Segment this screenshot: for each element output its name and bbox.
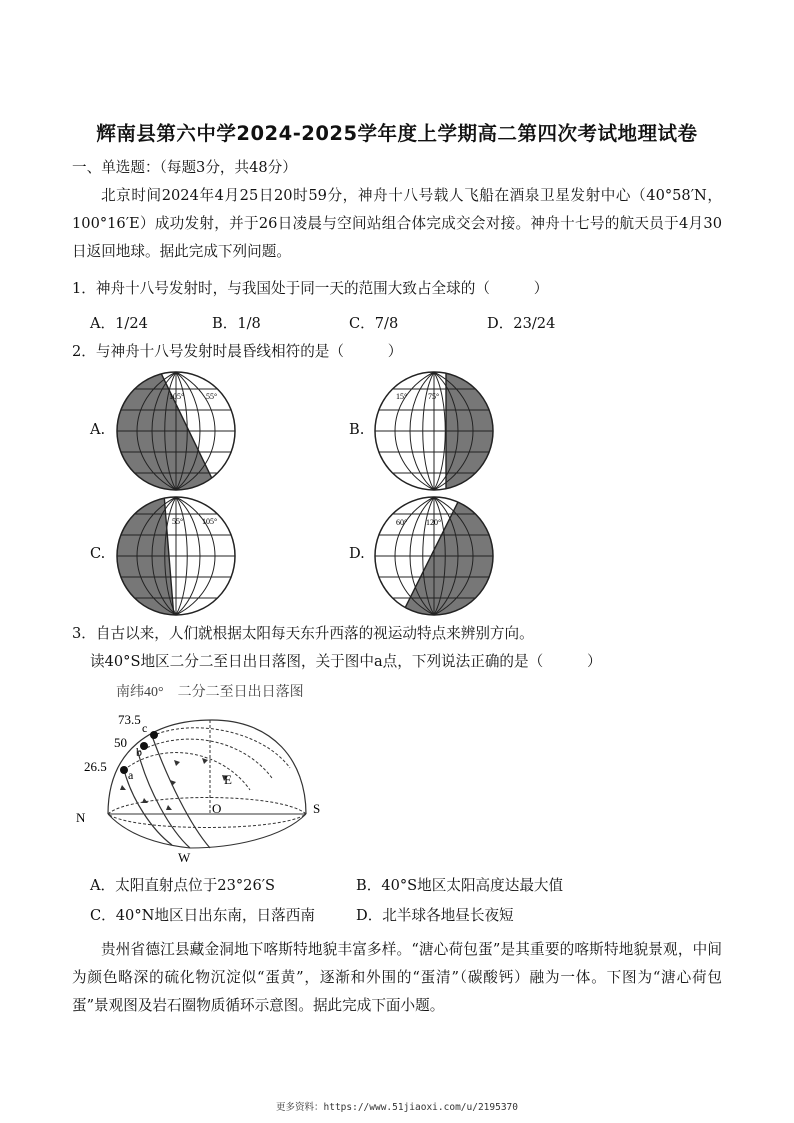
label-b: b xyxy=(136,745,142,759)
globe-d-label-1: 60° xyxy=(396,518,408,527)
diagram-title: 南纬40° 二分二至日出日落图 xyxy=(116,685,304,700)
intro-passage: 北京时间2024年4月25日20时59分，神舟十八号载人飞船在酒泉卫星发射中心（40°58′N，100°16′E）成功发射，并于26日凌晨与空间站组合体完成交会对接。神舟十七号的航天员于4月30日返回地球。据此完成下列问题。 xyxy=(72,187,722,260)
q2-option-b-label[interactable]: B. xyxy=(349,421,365,438)
question-1-stem: 1．神舟十八号发射时，与我国处于同一天的范围大致占全球的（ ） xyxy=(72,280,549,297)
q2-option-d-label[interactable]: D. xyxy=(349,545,365,562)
sun-path-diagram xyxy=(72,680,342,865)
page-title: 辉南县第六中学2024-2025学年度上学期高二第四次考试地理试卷 xyxy=(96,122,698,145)
label-west: W xyxy=(178,850,191,865)
globe-a-label-1: 105° xyxy=(169,392,185,401)
label-north: N xyxy=(76,810,86,825)
q3-option-c[interactable]: C．40°N地区日出东南，日落西南 xyxy=(90,907,315,924)
q1-option-a[interactable]: A．1/24 xyxy=(90,315,148,332)
globe-option-d[interactable] xyxy=(372,494,496,618)
globe-option-c[interactable] xyxy=(114,494,238,618)
globe-d-label-2: 120° xyxy=(426,518,442,527)
q3-option-b[interactable]: B．40°S地区太阳高度达最大值 xyxy=(356,877,564,894)
label-origin: O xyxy=(212,801,222,816)
question-2-stem: 2．与神舟十八号发射时晨昏线相符的是（ ） xyxy=(72,343,403,360)
globe-option-b[interactable] xyxy=(372,369,496,493)
label-a: a xyxy=(128,768,134,782)
label-50: 50 xyxy=(114,735,127,750)
point-c xyxy=(150,731,158,739)
q1-option-b[interactable]: B．1/8 xyxy=(212,315,261,332)
point-a xyxy=(120,766,128,774)
label-26-5: 26.5 xyxy=(84,759,107,774)
footer-link[interactable]: 更多资料：https://www.51jiaoxi.com/u/2195370 xyxy=(276,1102,518,1113)
q3-option-d[interactable]: D．北半球各地昼长夜短 xyxy=(356,907,514,924)
question-3-stem: 3．自古以来，人们就根据太阳每天东升西落的视运动特点来辨别方向。 xyxy=(72,625,534,642)
q2-option-c-label[interactable]: C. xyxy=(90,545,106,562)
q2-option-a-label[interactable]: A. xyxy=(90,421,106,438)
globe-c-label-1: 55° xyxy=(172,517,184,526)
section-heading: 一、单选题：（每题3分，共48分） xyxy=(72,159,297,176)
globe-c-label-2: 105° xyxy=(202,517,218,526)
label-73-5: 73.5 xyxy=(118,712,141,727)
q1-option-c[interactable]: C．7/8 xyxy=(349,315,399,332)
globe-a-label-2: 55° xyxy=(206,392,218,401)
label-c: c xyxy=(142,721,148,735)
label-south: S xyxy=(313,801,321,816)
question-3-stem-2: 读40°S地区二分二至日出日落图，关于图中a点，下列说法正确的是（ ） xyxy=(90,653,602,670)
globe-b-label-2: 75° xyxy=(428,392,440,401)
q1-option-d[interactable]: D．23/24 xyxy=(487,315,556,332)
label-east: E xyxy=(224,772,232,787)
globe-option-a[interactable] xyxy=(114,369,238,493)
karst-passage: 贵州省德江县藏金洞地下喀斯特地貌丰富多样。“溏心荷包蛋”是其重要的喀斯特地貌景观，中间为颜色略深的硫化物沉淀似“蛋黄”，逐渐和外围的“蛋清”（碳酸钙）融为一体。下图为“溏心荷包蛋”景观图及岩石圈物质循环示意图。据此完成下面小题。 xyxy=(72,941,722,1014)
globe-b-label-1: 15° xyxy=(396,392,408,401)
q3-option-a[interactable]: A．太阳直射点位于23°26′S xyxy=(90,877,276,894)
